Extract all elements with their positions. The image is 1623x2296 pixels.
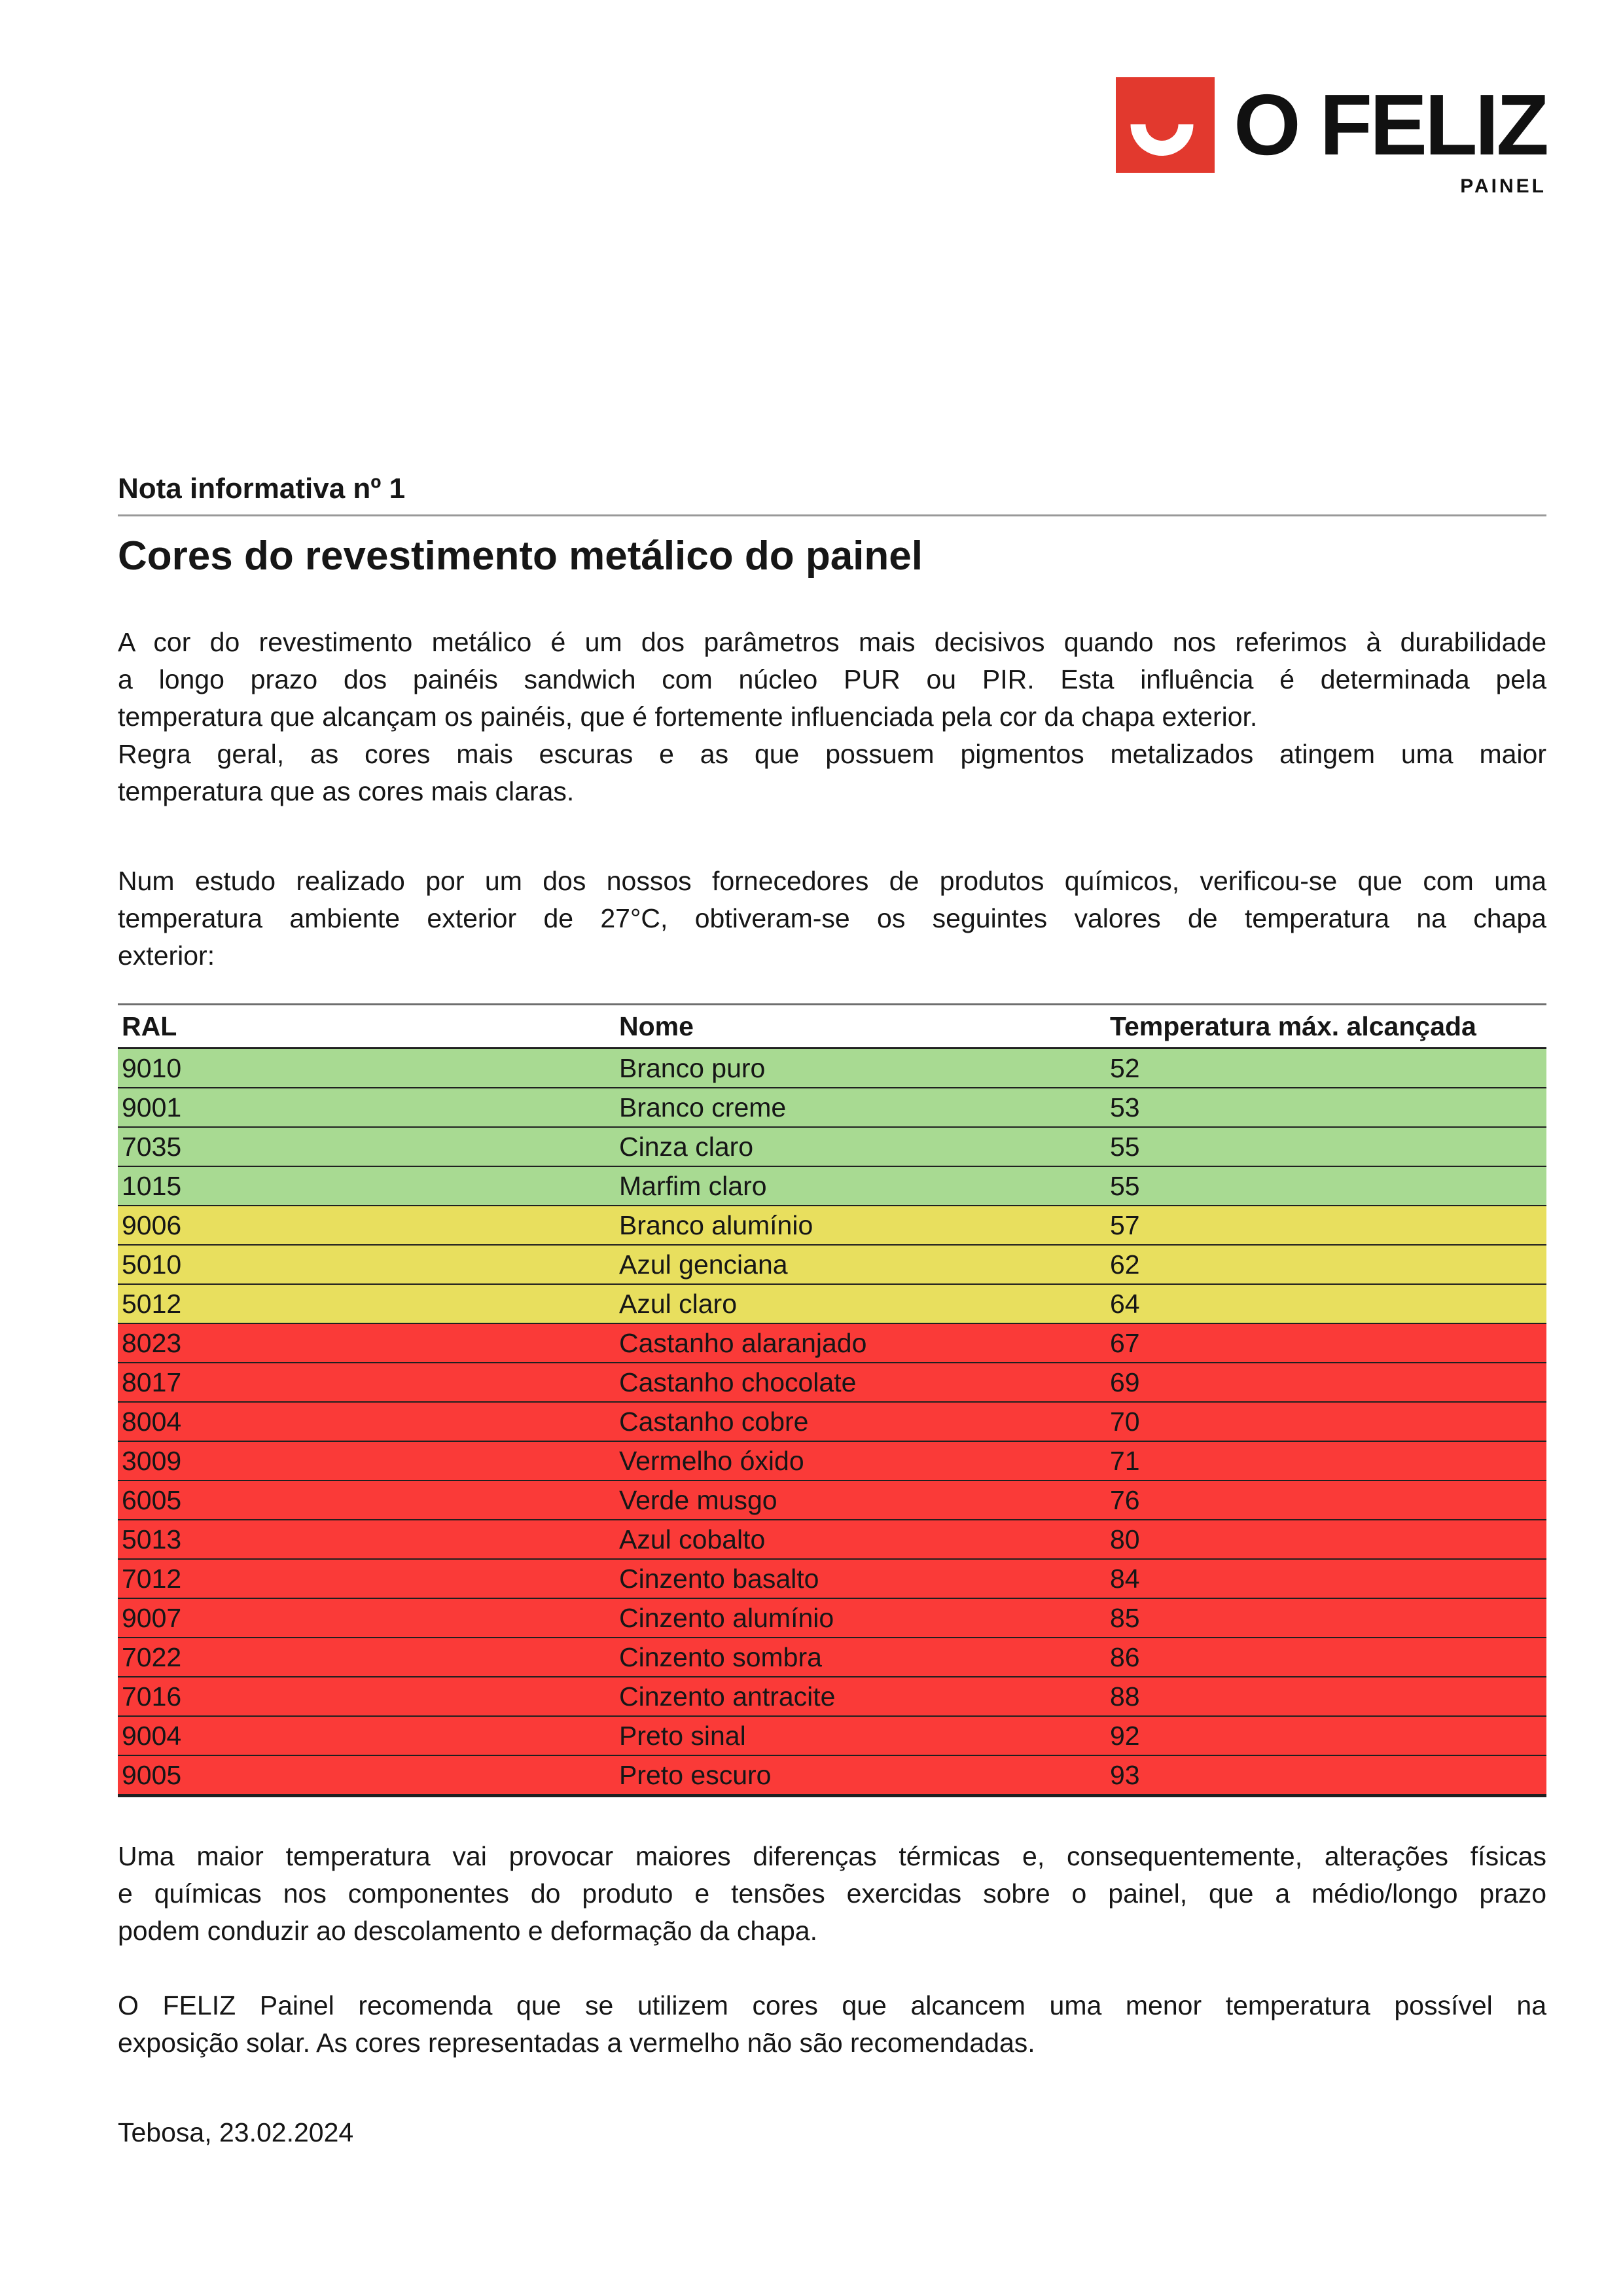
cell-temp: 62	[1110, 1249, 1140, 1280]
table-header-ral: RAL	[118, 1005, 615, 1049]
cell-nome: Azul genciana	[619, 1249, 788, 1280]
text-line: temperatura ambiente exterior de 27°C, obtiveram-se os seguintes valores de temperatura na chapa	[118, 903, 1546, 933]
table-row	[118, 1755, 1546, 1796]
table-head	[118, 1005, 1546, 1049]
text-line: exterior:	[118, 941, 215, 971]
cell-nome: Verde musgo	[619, 1484, 777, 1515]
cell-ral: 9010	[122, 1052, 182, 1083]
cell-nome: Cinzento alumínio	[619, 1602, 834, 1633]
cell-temp: 85	[1110, 1602, 1140, 1633]
text-line: temperatura que alcançam os painéis, que é fortemente influenciada pela cor da chapa exterior.	[118, 702, 1258, 732]
brand-name: O FELIZ	[1234, 77, 1546, 173]
table-row	[118, 1284, 1546, 1323]
paragraph-thermal	[118, 1838, 1546, 1950]
table-row	[118, 1206, 1546, 1245]
text-line: Num estudo realizado por um dos nossos fornecedores de produtos químicos, verificou-se que com uma	[118, 866, 1546, 896]
logo-mark	[1116, 77, 1215, 173]
divider-rule	[118, 514, 1546, 516]
cell-ral: 5010	[122, 1249, 182, 1280]
cell-temp: 71	[1110, 1445, 1140, 1476]
cell-temp: 69	[1110, 1367, 1140, 1397]
brand-subtitle: PAINEL	[1460, 175, 1546, 197]
cell-nome: Castanho alaranjado	[619, 1327, 867, 1358]
table-row	[118, 1127, 1546, 1166]
note-label: Nota informativa nº 1	[118, 473, 406, 505]
table-row	[118, 1598, 1546, 1638]
text-line: Uma maior temperatura vai provocar maiores diferenças térmicas e, consequentemente, alterações físicas	[118, 1841, 1546, 1871]
date-line: Tebosa, 23.02.2024	[118, 2117, 354, 2147]
cell-temp: 93	[1110, 1759, 1140, 1790]
cell-nome: Cinzento basalto	[619, 1563, 819, 1594]
cell-nome: Branco puro	[619, 1052, 766, 1083]
cell-nome: Azul cobalto	[619, 1524, 766, 1554]
cell-ral: 9007	[122, 1602, 182, 1633]
text-line: a longo prazo dos painéis sandwich com núcleo PUR ou PIR. Esta influência é determinada pela	[118, 664, 1546, 694]
cell-ral: 1015	[122, 1170, 182, 1201]
cell-nome: Cinza claro	[619, 1131, 754, 1162]
cell-ral: 9004	[122, 1720, 182, 1751]
cell-ral: 8004	[122, 1406, 182, 1437]
table-row	[118, 1520, 1546, 1559]
cell-ral: 7012	[122, 1563, 182, 1594]
cell-ral: 9006	[122, 1210, 182, 1240]
cell-temp: 84	[1110, 1563, 1140, 1594]
logo	[118, 77, 1546, 198]
cell-ral: 9001	[122, 1092, 182, 1122]
cell-nome: Marfim claro	[619, 1170, 767, 1201]
cell-temp: 92	[1110, 1720, 1140, 1751]
text-line: exposição solar. As cores representadas a vermelho não são recomendadas.	[118, 2028, 1035, 2058]
cell-temp: 70	[1110, 1406, 1140, 1437]
paragraph-study	[118, 863, 1546, 975]
cell-temp: 67	[1110, 1327, 1140, 1358]
cell-temp: 76	[1110, 1484, 1140, 1515]
text-line: A cor do revestimento metálico é um dos parâmetros mais decisivos quando nos referimos à durabilidade	[118, 627, 1546, 657]
cell-ral: 8017	[122, 1367, 182, 1397]
logo-text	[1234, 77, 1546, 198]
cell-nome: Cinzento antracite	[619, 1681, 836, 1712]
page-title: Cores do revestimento metálico do painel	[118, 533, 923, 579]
text-line: e químicas nos componentes do produto e tensões exercidas sobre o painel, que a médio/longo prazo	[118, 1878, 1546, 1909]
table-row	[118, 1441, 1546, 1480]
text-line: podem conduzir ao descolamento e deformação da chapa.	[118, 1916, 817, 1946]
table-row	[118, 1323, 1546, 1363]
cell-temp: 80	[1110, 1524, 1140, 1554]
cell-ral: 6005	[122, 1484, 182, 1515]
cell-ral: 7016	[122, 1681, 182, 1712]
ofeliz-logo-lockup	[1116, 77, 1546, 198]
cell-nome: Preto escuro	[619, 1759, 772, 1790]
cell-nome: Branco alumínio	[619, 1210, 813, 1240]
table-row	[118, 1049, 1546, 1088]
cell-nome: Castanho chocolate	[619, 1367, 857, 1397]
cell-ral: 9005	[122, 1759, 182, 1790]
table-row	[118, 1245, 1546, 1284]
cell-nome: Preto sinal	[619, 1720, 746, 1751]
cell-temp: 53	[1110, 1092, 1140, 1122]
cell-ral: 8023	[122, 1327, 182, 1358]
table-row	[118, 1638, 1546, 1677]
paragraph-intro	[118, 624, 1546, 736]
cell-nome: Azul claro	[619, 1288, 738, 1319]
cell-temp: 52	[1110, 1052, 1140, 1083]
cell-nome: Cinzento sombra	[619, 1641, 822, 1672]
cell-temp: 88	[1110, 1681, 1140, 1712]
table-row	[118, 1402, 1546, 1441]
table-row	[118, 1559, 1546, 1598]
color-table-body	[118, 1049, 1546, 1796]
table-header-temp: Temperatura máx. alcançada	[1106, 1005, 1546, 1049]
cell-temp: 86	[1110, 1641, 1140, 1672]
cell-ral: 7022	[122, 1641, 182, 1672]
cell-ral: 3009	[122, 1445, 182, 1476]
table-row	[118, 1166, 1546, 1206]
table-header-nome: Nome	[615, 1005, 1106, 1049]
text-line: O FELIZ Painel recomenda que se utilizem cores que alcancem uma menor temperatura possível na	[118, 1990, 1546, 2020]
table-header-row	[118, 1005, 1546, 1049]
cell-temp: 64	[1110, 1288, 1140, 1319]
text-line: temperatura que as cores mais claras.	[118, 776, 575, 806]
cell-ral: 5012	[122, 1288, 182, 1319]
text-line: Regra geral, as cores mais escuras e as que possuem pigmentos metalizados atingem uma maior	[118, 739, 1546, 769]
cell-ral: 7035	[122, 1131, 182, 1162]
table-row	[118, 1480, 1546, 1520]
cell-nome: Branco creme	[619, 1092, 787, 1122]
color-temperature-table	[118, 1003, 1546, 1797]
smile-icon	[1130, 124, 1194, 156]
table-row	[118, 1363, 1546, 1402]
cell-temp: 57	[1110, 1210, 1140, 1240]
paragraph-recommendation	[118, 1987, 1546, 2062]
cell-ral: 5013	[122, 1524, 182, 1554]
cell-temp: 55	[1110, 1170, 1140, 1201]
table-row	[118, 1677, 1546, 1716]
table-row	[118, 1716, 1546, 1755]
table-row	[118, 1088, 1546, 1127]
paragraph-intro-2	[118, 736, 1546, 810]
cell-nome: Vermelho óxido	[619, 1445, 804, 1476]
cell-nome: Castanho cobre	[619, 1406, 809, 1437]
cell-temp: 55	[1110, 1131, 1140, 1162]
